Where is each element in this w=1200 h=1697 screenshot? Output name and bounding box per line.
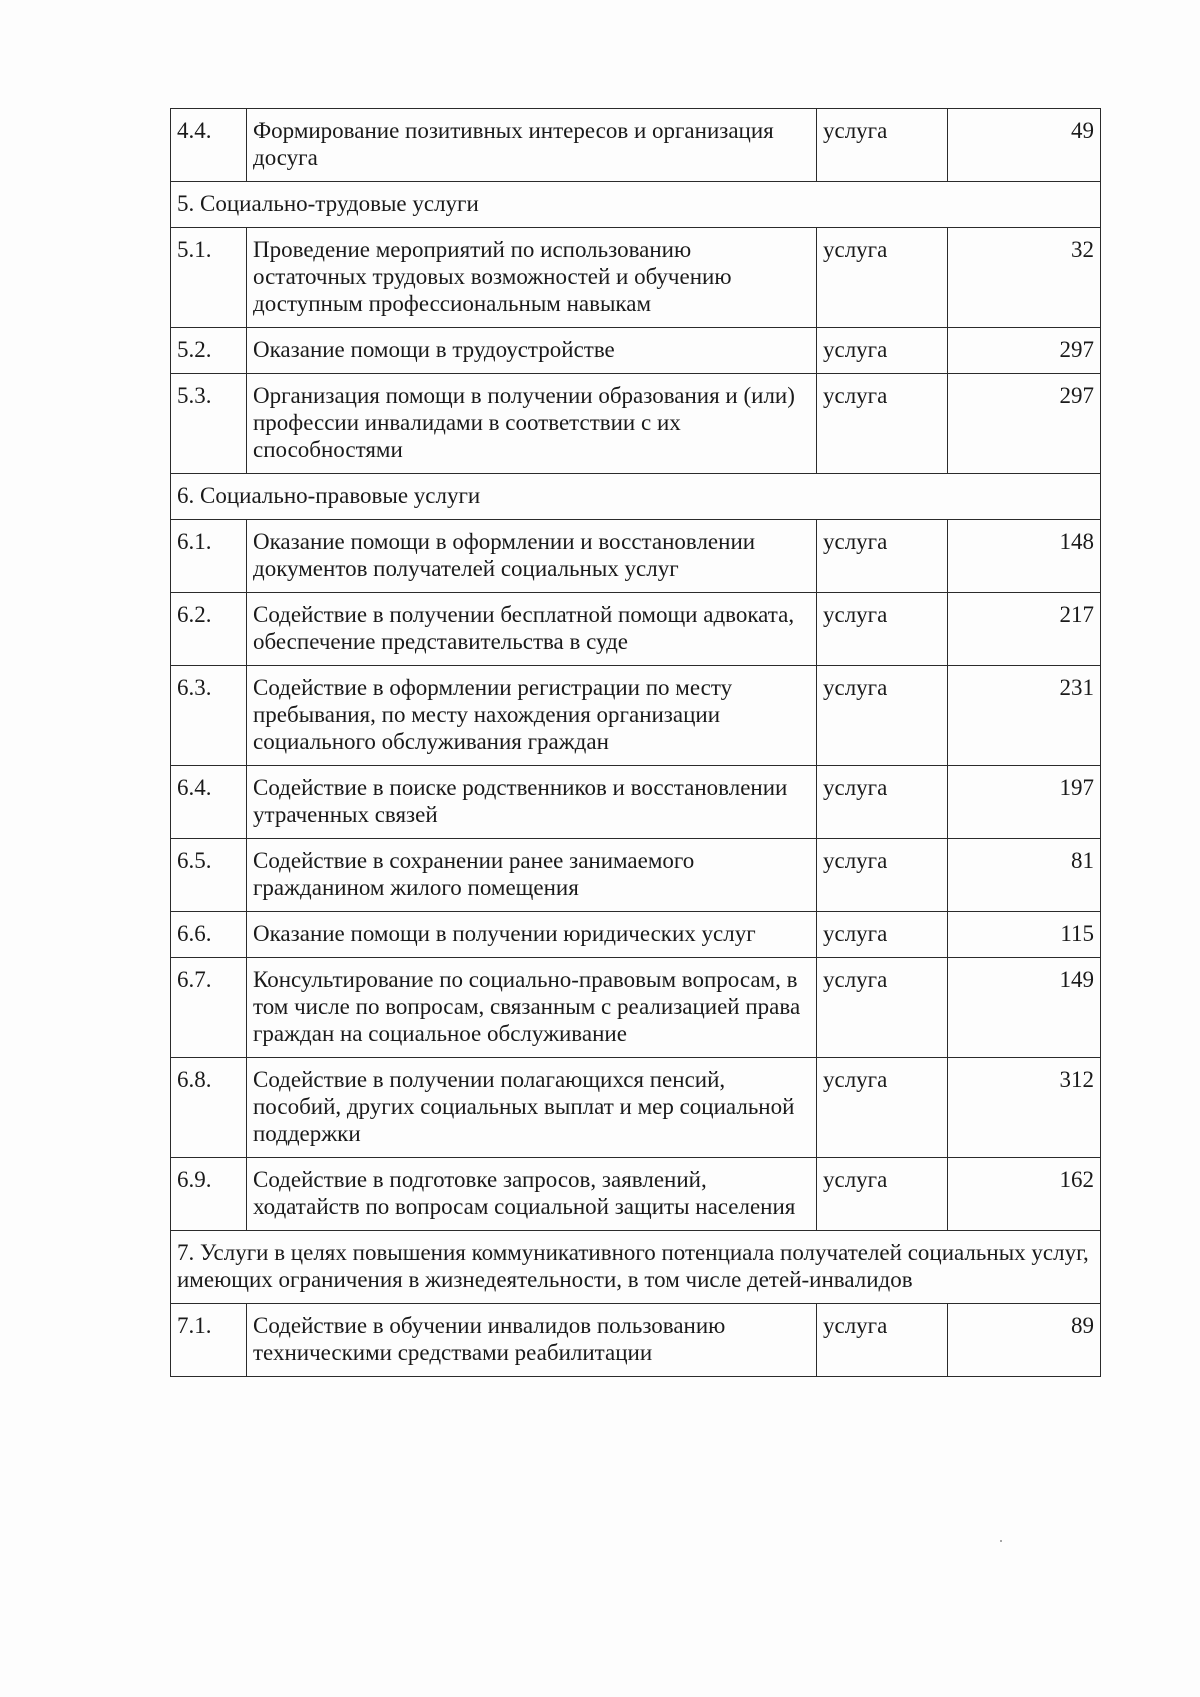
table-row	[171, 228, 1101, 328]
row-number: 6.9.	[171, 1158, 247, 1231]
count-value: 32	[948, 228, 1101, 328]
service-name: Проведение мероприятий по использованию остаточных трудовых возможностей и обучению доступным профессиональным навыкам	[247, 228, 817, 328]
count-value: 217	[948, 593, 1101, 666]
table-row	[171, 666, 1101, 766]
count-value: 148	[948, 520, 1101, 593]
table-row	[171, 328, 1101, 374]
service-name: Содействие в оформлении регистрации по месту пребывания, по месту нахождения организации социального обслуживания граждан	[247, 666, 817, 766]
unit-cell: услуга	[817, 958, 948, 1058]
service-name: Формирование позитивных интересов и организация досуга	[247, 109, 817, 182]
unit-cell: услуга	[817, 520, 948, 593]
service-name: Содействие в получении полагающихся пенсий, пособий, других социальных выплат и мер социальной поддержки	[247, 1058, 817, 1158]
unit-cell: услуга	[817, 912, 948, 958]
table-row	[171, 1304, 1101, 1377]
row-number: 5.2.	[171, 328, 247, 374]
section-header-row	[171, 474, 1101, 520]
unit-cell: услуга	[817, 228, 948, 328]
table-row	[171, 1058, 1101, 1158]
service-name: Содействие в сохранении ранее занимаемого гражданином жилого помещения	[247, 839, 817, 912]
unit-cell: услуга	[817, 839, 948, 912]
row-number: 6.3.	[171, 666, 247, 766]
services-table	[170, 108, 1101, 1377]
unit-cell: услуга	[817, 328, 948, 374]
count-value: 149	[948, 958, 1101, 1058]
table-row	[171, 839, 1101, 912]
count-value: 197	[948, 766, 1101, 839]
count-value: 115	[948, 912, 1101, 958]
service-name: Оказание помощи в оформлении и восстановлении документов получателей социальных услуг	[247, 520, 817, 593]
table-row	[171, 520, 1101, 593]
scan-speck	[1000, 1540, 1002, 1542]
service-name: Содействие в подготовке запросов, заявлений, ходатайств по вопросам социальной защиты населения	[247, 1158, 817, 1231]
unit-cell: услуга	[817, 666, 948, 766]
unit-cell: услуга	[817, 766, 948, 839]
unit-cell: услуга	[817, 109, 948, 182]
count-value: 81	[948, 839, 1101, 912]
count-value: 49	[948, 109, 1101, 182]
service-name: Консультирование по социально-правовым вопросам, в том числе по вопросам, связанным с реализацией права граждан на социальное обслуживание	[247, 958, 817, 1058]
service-name: Оказание помощи в трудоустройстве	[247, 328, 817, 374]
row-number: 4.4.	[171, 109, 247, 182]
count-value: 89	[948, 1304, 1101, 1377]
section-header-row	[171, 1231, 1101, 1304]
service-name: Оказание помощи в получении юридических услуг	[247, 912, 817, 958]
row-number: 6.6.	[171, 912, 247, 958]
unit-cell: услуга	[817, 374, 948, 474]
service-name: Содействие в получении бесплатной помощи адвоката, обеспечение представительства в суде	[247, 593, 817, 666]
unit-cell: услуга	[817, 1058, 948, 1158]
service-name: Содействие в обучении инвалидов пользованию техническими средствами реабилитации	[247, 1304, 817, 1377]
count-value: 162	[948, 1158, 1101, 1231]
table-row	[171, 374, 1101, 474]
count-value: 231	[948, 666, 1101, 766]
row-number: 6.4.	[171, 766, 247, 839]
count-value: 297	[948, 328, 1101, 374]
section-title: 7. Услуги в целях повышения коммуникативного потенциала получателей социальных услуг, имеющих ограничения в жизнедеятельности, в том числе детей-инвалидов	[171, 1231, 1101, 1304]
table-row	[171, 109, 1101, 182]
unit-cell: услуга	[817, 1158, 948, 1231]
section-title: 6. Социально-правовые услуги	[171, 474, 1101, 520]
table-row	[171, 593, 1101, 666]
unit-cell: услуга	[817, 1304, 948, 1377]
table-row	[171, 912, 1101, 958]
row-number: 6.2.	[171, 593, 247, 666]
service-name: Организация помощи в получении образования и (или) профессии инвалидами в соответствии с их способностями	[247, 374, 817, 474]
table-row	[171, 958, 1101, 1058]
table-row	[171, 1158, 1101, 1231]
row-number: 6.7.	[171, 958, 247, 1058]
row-number: 7.1.	[171, 1304, 247, 1377]
row-number: 5.3.	[171, 374, 247, 474]
count-value: 297	[948, 374, 1101, 474]
count-value: 312	[948, 1058, 1101, 1158]
table-row	[171, 766, 1101, 839]
unit-cell: услуга	[817, 593, 948, 666]
row-number: 6.5.	[171, 839, 247, 912]
section-title: 5. Социально-трудовые услуги	[171, 182, 1101, 228]
row-number: 5.1.	[171, 228, 247, 328]
row-number: 6.1.	[171, 520, 247, 593]
section-header-row	[171, 182, 1101, 228]
services-table-body	[171, 109, 1101, 1377]
service-name: Содействие в поиске родственников и восстановлении утраченных связей	[247, 766, 817, 839]
row-number: 6.8.	[171, 1058, 247, 1158]
